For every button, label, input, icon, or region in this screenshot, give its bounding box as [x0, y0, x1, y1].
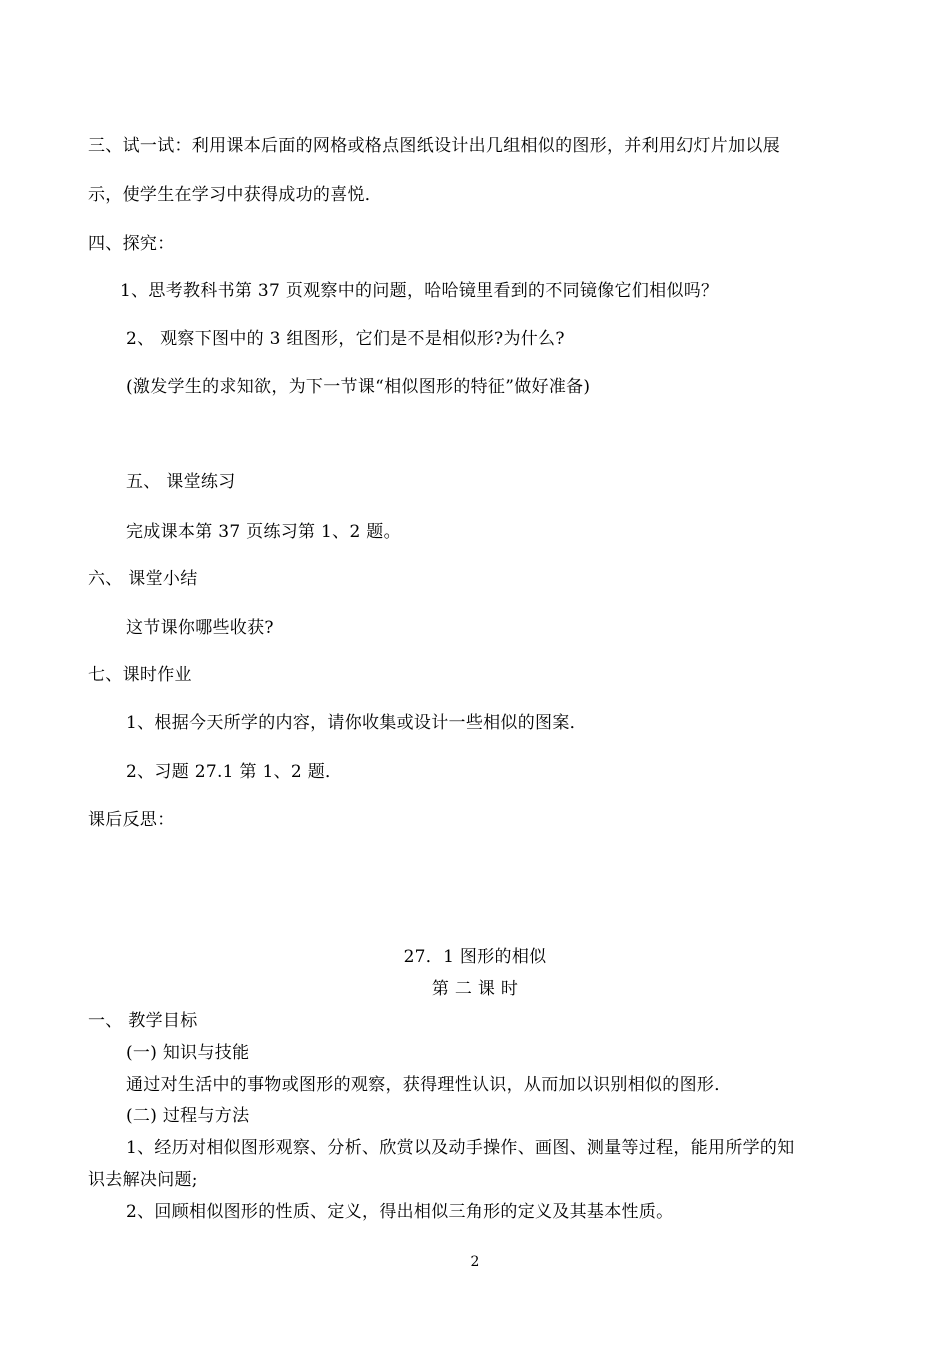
subsection1-heading: (一) 知识与技能 [126, 1043, 250, 1063]
item3-line2: 示，使学生在学习中获得成功的喜悦． [88, 185, 383, 205]
subsection2-item1-line1: 1、经历对相似图形观察、分析、欣赏以及动手操作、画图、测量等过程，能用所学的知 [126, 1138, 795, 1158]
item5-text: 完成课本第 37 页练习第 1、2 题。 [126, 522, 401, 542]
item6-text: 这节课你哪些收获? [126, 618, 274, 638]
section1-heading: 一、 教学目标 [88, 1011, 198, 1031]
page-number: 2 [470, 1254, 480, 1270]
subsection2-item1-line2: 识去解决问题; [88, 1170, 198, 1190]
reflection-label: 课后反思： [88, 810, 175, 830]
subsection1-text: 通过对生活中的事物或图形的观察，获得理性认识，从而加以识别相似的图形． [126, 1075, 732, 1095]
item3-line1: 三、试一试：利用课本后面的网格或格点图纸设计出几组相似的图形，并利用幻灯片加以展 [88, 136, 780, 156]
subsection2-item2: 2、回顾相似图形的性质、定义，得出相似三角形的定义及其基本性质。 [126, 1202, 674, 1222]
item5-heading: 五、 课堂练习 [126, 472, 236, 492]
item7-task2: 2、习题 27.1 第 1、2 题． [126, 762, 343, 782]
subsection2-heading: (二) 过程与方法 [126, 1106, 250, 1126]
lesson-subtitle: 第 二 课 时 [431, 979, 519, 999]
item4-note: (激发学生的求知欲，为下一节课“相似图形的特征”做好准备) [126, 377, 591, 397]
item6-heading: 六、 课堂小结 [88, 569, 198, 589]
item4-question2: 2、 观察下图中的 3 组图形，它们是不是相似形?为什么? [126, 329, 565, 349]
item4-question1: 1、思考教科书第 37 页观察中的问题，哈哈镜里看到的不同镜像它们相似吗？ [120, 281, 719, 301]
item4-heading: 四、探究： [88, 234, 175, 254]
item7-task1: 1、根据今天所学的内容，请你收集或设计一些相似的图案． [126, 713, 587, 733]
lesson-title: 27．1 图形的相似 [403, 947, 547, 967]
item7-heading: 七、课时作业 [88, 665, 192, 685]
